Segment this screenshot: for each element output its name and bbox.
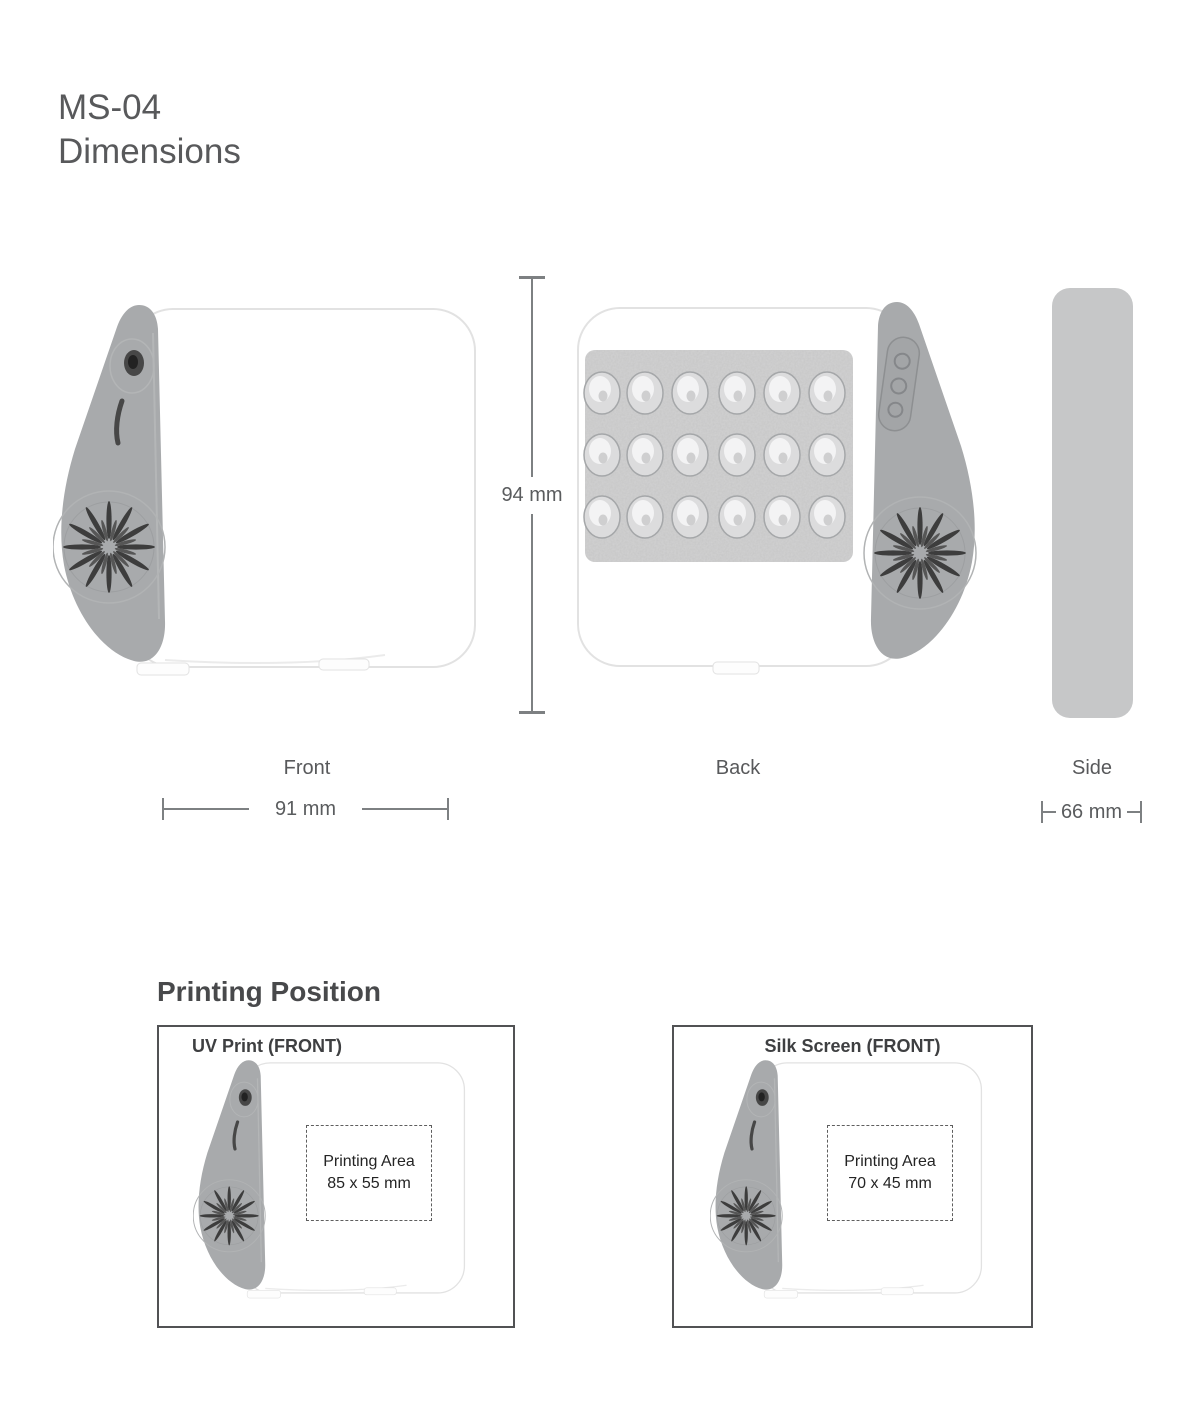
printing-area-label: Printing Area [323, 1153, 415, 1170]
height-dimension-line [501, 276, 563, 714]
printing-area-size: 70 x 45 mm [848, 1175, 932, 1192]
fan-vent-icon [864, 497, 976, 609]
silk-screen-panel-title: Silk Screen (FRONT) [764, 1036, 941, 1056]
dimension-cap [519, 711, 545, 714]
printing-area-size: 85 x 55 mm [327, 1175, 411, 1192]
side-view-label: Side [1071, 757, 1113, 779]
dimension-segment [164, 808, 249, 810]
dimension-segment [531, 514, 533, 712]
back-view-illustration [573, 300, 983, 685]
back-view-label: Back [715, 757, 761, 779]
page-title [58, 86, 241, 174]
dimension-segment [362, 808, 447, 810]
front-width-dimension-line [162, 798, 449, 820]
uv-print-panel-title: UV Print (FRONT) [192, 1036, 342, 1056]
dimension-segment [1043, 811, 1056, 813]
dimension-segment [1127, 811, 1140, 813]
dimension-segment [531, 279, 533, 477]
uv-print-panel [157, 1025, 515, 1328]
model-number: MS-04 [58, 88, 162, 127]
side-width-dimension-line [1036, 801, 1147, 823]
side-width-dimension-label: 66 mm [1060, 800, 1123, 823]
front-width-dimension-label: 91 mm [274, 797, 337, 820]
dimension-cap [1140, 801, 1142, 823]
front-view-illustration [53, 303, 488, 678]
printing-position-heading: Printing Position [157, 976, 381, 1007]
silk-screen-printing-area-box [827, 1125, 953, 1221]
side-view-illustration [1052, 288, 1133, 718]
front-product-drawing [53, 305, 475, 675]
front-view-label: Front [283, 757, 331, 779]
page-subtitle: Dimensions [58, 132, 241, 171]
printing-area-label: Printing Area [844, 1153, 936, 1170]
dimension-cap [447, 798, 449, 820]
uv-printing-area-box [306, 1125, 432, 1221]
silk-screen-panel [672, 1025, 1033, 1328]
height-dimension-label: 94 mm [501, 483, 563, 506]
